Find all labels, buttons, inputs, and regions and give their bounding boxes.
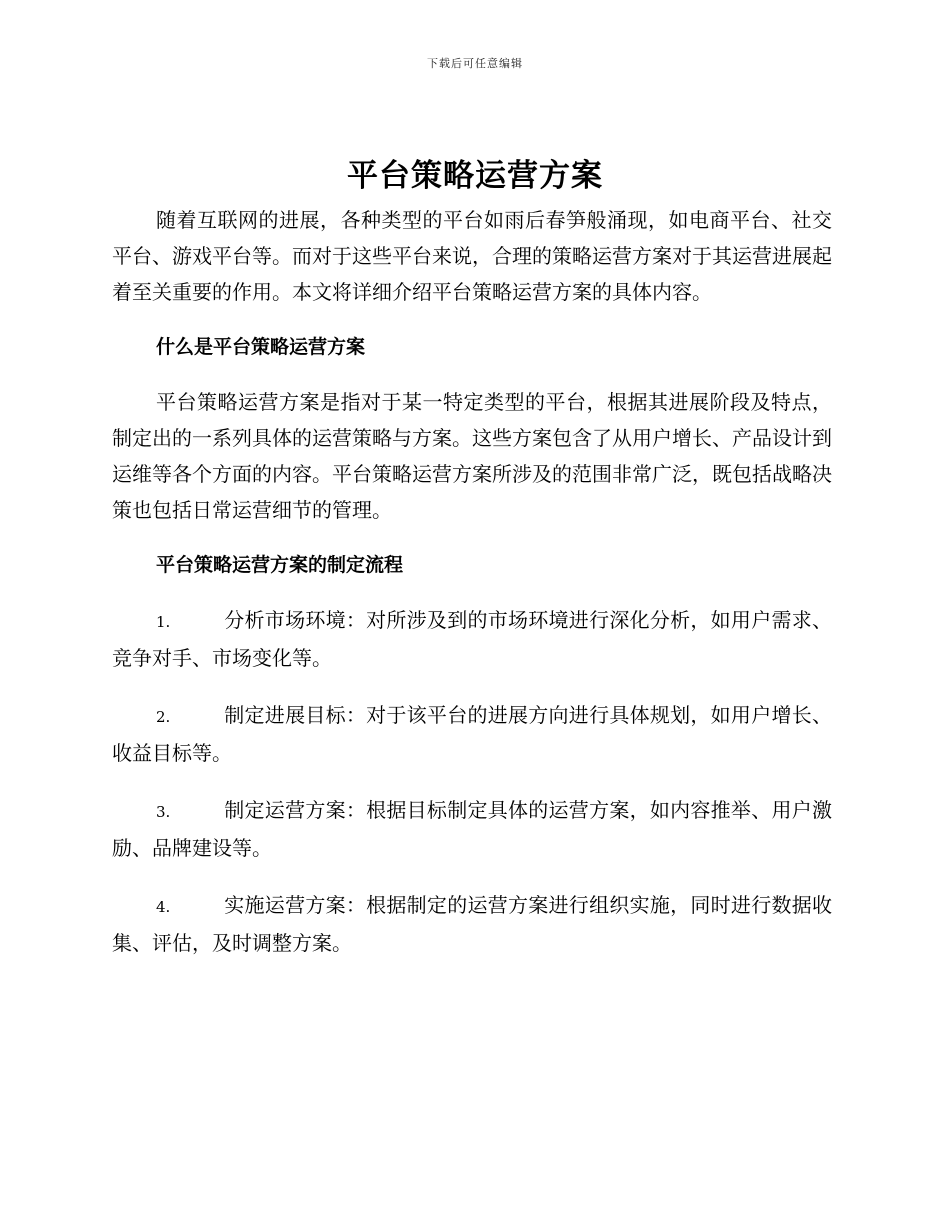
spacer <box>112 310 832 329</box>
list-item <box>112 602 832 676</box>
spacer <box>112 365 832 384</box>
list-item <box>112 792 832 866</box>
spacer <box>112 528 832 547</box>
list-item-text: 制定运营方案：根据目标制定具体的运营方案，如内容推举、用户激励、品牌建设等。 <box>112 798 832 860</box>
section-heading-what-is: 什么是平台策略运营方案 <box>156 336 366 358</box>
list-item-text: 制定进展目标：对于该平台的进展方向进行具体规划，如用户增长、收益目标等。 <box>112 703 832 765</box>
spacer <box>112 583 832 602</box>
list-item-number: 2. <box>156 708 171 726</box>
section-what-is-paragraph: 平台策略运营方案是指对于某一特定类型的平台，根据其进展阶段及特点，制定出的一系列具体的运营策略与方案。这些方案包含了从用户增长、产品设计到运维等各个方面的内容。平台策略运营方案所涉及的范围非常广泛，既包括战略决策也包括日常运营细节的管理。 <box>112 390 832 522</box>
document-title: 平台策略运营方案 <box>347 158 603 194</box>
list-item-text: 分析市场环境：对所涉及到的市场环境进行深化分析，如用户需求、竞争对手、市场变化等。 <box>112 608 832 670</box>
spacer <box>112 771 832 792</box>
intro-paragraph: 随着互联网的进展，各种类型的平台如雨后春笋般涌现，如电商平台、社交平台、游戏平台等。而对于这些平台来说，合理的策略运营方案对于其运营进展起着至关重要的作用。本文将详细介绍平台策略运营方案的具体内容。 <box>112 208 832 304</box>
page-header-note: 下载后可任意编辑 <box>427 57 523 70</box>
spacer <box>112 676 832 697</box>
section-heading-process: 平台策略运营方案的制定流程 <box>156 554 404 576</box>
list-item-text: 实施运营方案：根据制定的运营方案进行组织实施，同时进行数据收集、评估，及时调整方案。 <box>112 893 832 955</box>
list-item-number: 4. <box>156 898 171 916</box>
document-body <box>112 202 832 961</box>
list-item <box>112 697 832 771</box>
list-item <box>112 887 832 961</box>
list-item-number: 1. <box>156 613 171 631</box>
spacer <box>112 866 832 887</box>
list-item-number: 3. <box>156 803 171 821</box>
